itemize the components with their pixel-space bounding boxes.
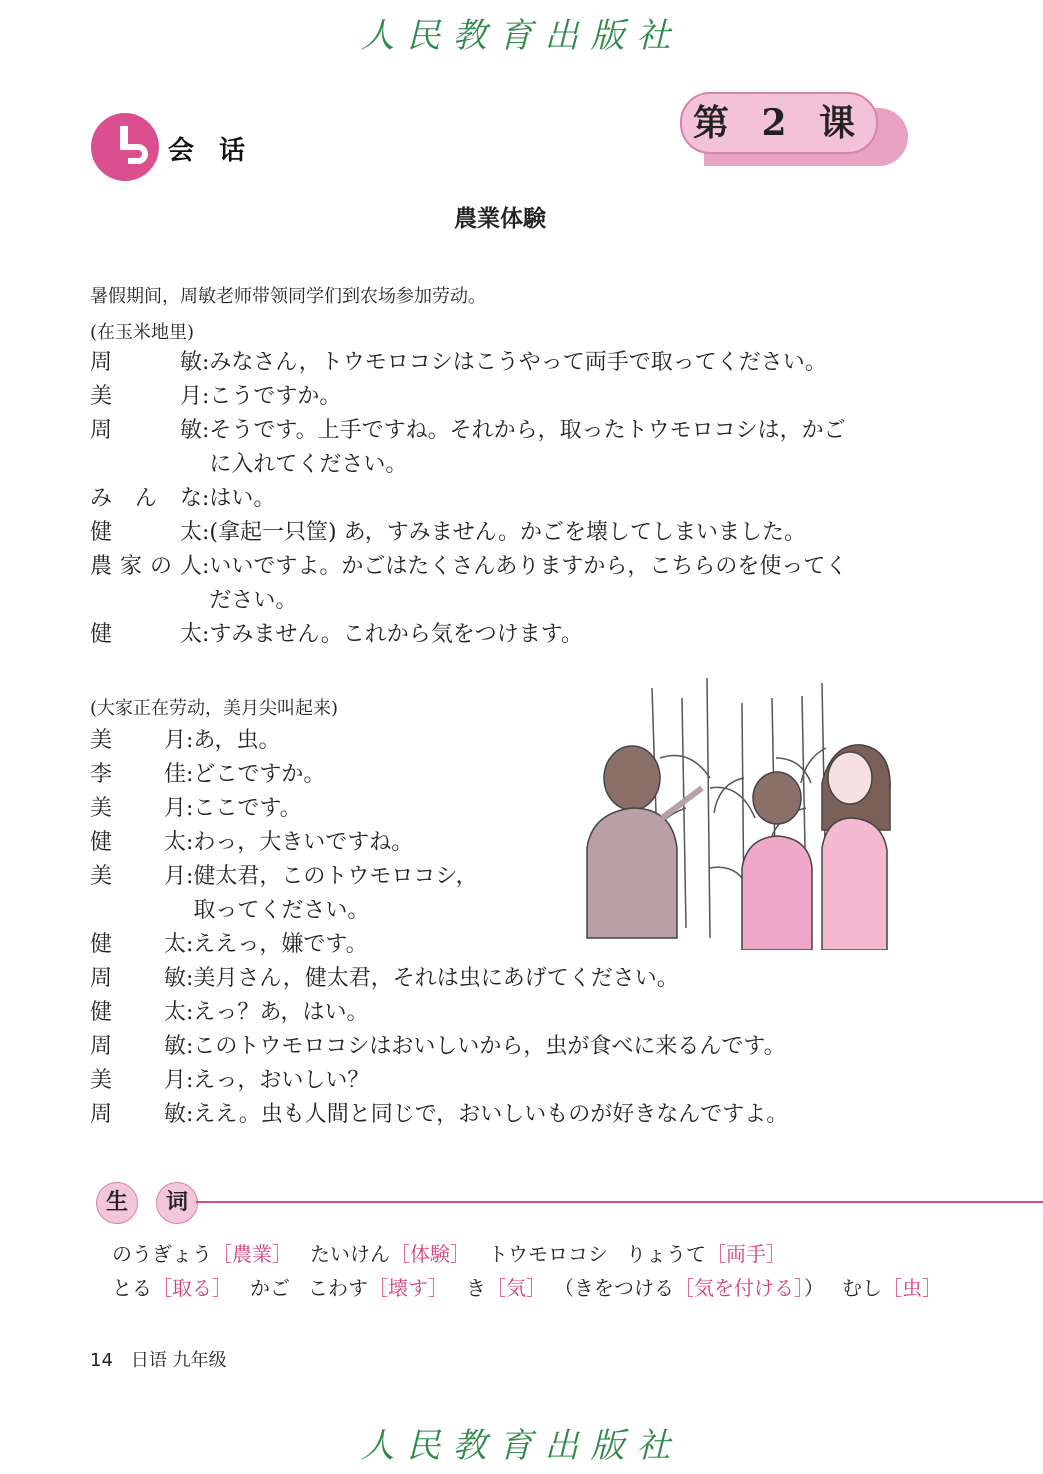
line-text-main: えっ？あ，はい。 xyxy=(193,1000,369,1025)
vocab-item xyxy=(308,1276,448,1300)
speaker-colon: : xyxy=(186,796,194,821)
vocab-row-2 xyxy=(112,1272,960,1301)
dialogue-line xyxy=(90,996,369,1030)
speaker-name: 美月 xyxy=(90,796,186,821)
vocab-item xyxy=(112,1242,292,1266)
vocab-header-char-2: 词 xyxy=(156,1182,198,1224)
vocab-item xyxy=(250,1276,290,1300)
speaker-colon: : xyxy=(186,762,194,787)
speaker-name: 周敏 xyxy=(90,418,202,443)
vocab-kanji: ［壊す］ xyxy=(368,1276,448,1300)
speaker-colon: : xyxy=(186,1068,194,1093)
dialogue-line xyxy=(90,380,341,414)
speaker-name: 周敏 xyxy=(90,350,202,375)
line-text-main: はい。 xyxy=(209,486,276,511)
cornfield-illustration xyxy=(582,668,898,950)
dialogue-line xyxy=(90,860,478,928)
speaker-name: 美月 xyxy=(90,728,186,753)
vocab-reading: き xyxy=(466,1276,486,1300)
vocab-kanji: ［農業］ xyxy=(212,1242,292,1266)
dialogue-line xyxy=(90,414,846,482)
line-text-main: えっ，おいしい？ xyxy=(193,1068,370,1093)
line-text xyxy=(209,550,847,618)
speaker-name: 農家の人 xyxy=(90,554,202,579)
line-text-main: あ，虫。 xyxy=(193,728,281,753)
vocab-item xyxy=(488,1242,608,1266)
line-text-continued: ださい。 xyxy=(209,588,298,613)
vocab-paren: ） xyxy=(804,1276,824,1300)
vocab-item xyxy=(466,1276,546,1300)
vocab-reading: かご xyxy=(250,1276,290,1300)
line-text-continued: に入れてください。 xyxy=(209,452,408,477)
speaker-colon: : xyxy=(202,418,210,443)
dialogue-line xyxy=(90,826,413,860)
speaker-name: 美月 xyxy=(90,1068,186,1093)
speaker-name: みんな xyxy=(90,486,202,511)
speaker-name: 健太 xyxy=(90,932,186,957)
line-text-main: 健太君，このトウモロコシ， xyxy=(193,864,478,889)
vocab-reading: こわす xyxy=(308,1276,368,1300)
line-text-main: 美月さん，健太君，それは虫にあげてください。 xyxy=(193,966,679,991)
speaker-name: 美月 xyxy=(90,864,186,889)
vocab-kanji: ［気］ xyxy=(486,1276,546,1300)
line-text-main: すみません。これから気をつけます。 xyxy=(209,622,583,647)
lesson-badge xyxy=(680,92,908,172)
dialogue-line xyxy=(90,618,583,652)
line-text-main: (拿起一只筐) あ，すみません。かごを壊してしまいました。 xyxy=(209,520,807,545)
page-footer xyxy=(90,1346,227,1372)
section-title: 会 话 xyxy=(168,136,254,166)
lesson-number: 第 2 课 xyxy=(680,92,878,154)
line-text xyxy=(193,962,678,996)
speaker-colon: : xyxy=(186,728,194,753)
line-text xyxy=(193,758,325,792)
line-text xyxy=(209,414,845,482)
dialogue-intro: 暑假期间，周敏老师带领同学们到农场参加劳动。 xyxy=(90,286,486,307)
dialogue-line xyxy=(90,1098,788,1132)
line-text-main: わっ，大きいですね。 xyxy=(193,830,414,855)
speaker-colon: : xyxy=(186,932,194,957)
line-text-main: こうですか。 xyxy=(209,384,342,409)
line-text-continued: 取ってください。 xyxy=(193,898,370,923)
conversation-section-icon xyxy=(90,112,160,182)
speaker-colon: : xyxy=(186,830,194,855)
line-text xyxy=(193,860,477,928)
page-number: 14 xyxy=(90,1350,113,1371)
line-text-main: どこですか。 xyxy=(193,762,326,787)
vocab-item xyxy=(112,1276,232,1300)
line-text xyxy=(193,1030,785,1064)
vocab-item xyxy=(842,1276,942,1300)
speaker-colon: : xyxy=(202,554,210,579)
vocab-kanji: ［気を付ける］ xyxy=(674,1276,804,1300)
speaker-name: 健太 xyxy=(90,1000,186,1025)
line-text-main: いいですよ。かごはたくさんありますから，こちらのを使ってく xyxy=(209,554,848,579)
vocab-kanji: ［虫］ xyxy=(882,1276,942,1300)
line-text-main: みなさん，トウモロコシはこうやって両手で取ってください。 xyxy=(209,350,827,375)
line-text-main: ええ。虫も人間と同じで，おいしいものが好きなんですよ。 xyxy=(193,1102,789,1127)
dialogue-line xyxy=(90,928,368,962)
vocab-reading: たいけん xyxy=(310,1242,390,1266)
book-title: 日语 九年级 xyxy=(130,1350,227,1371)
vocab-reading: （きをつける xyxy=(564,1276,674,1300)
line-text xyxy=(193,928,367,962)
speaker-name: 周敏 xyxy=(90,966,186,991)
scene-direction-2: (大家正在劳动，美月尖叫起来) xyxy=(90,698,339,719)
dialogue-line xyxy=(90,792,302,826)
vocab-kanji: ［取る］ xyxy=(152,1276,232,1300)
speaker-name: 健太 xyxy=(90,622,202,647)
speaker-name: 健太 xyxy=(90,830,186,855)
line-text xyxy=(209,482,275,516)
speaker-colon: : xyxy=(186,1000,194,1025)
vocab-divider xyxy=(196,1201,1043,1203)
speaker-colon: : xyxy=(186,966,194,991)
speaker-name: 周敏 xyxy=(90,1034,186,1059)
dialogue-line xyxy=(90,758,325,792)
vocab-reading: とる xyxy=(112,1276,152,1300)
line-text xyxy=(193,724,280,758)
dialogue-line xyxy=(90,1064,369,1098)
speaker-colon: : xyxy=(202,486,210,511)
speaker-colon: : xyxy=(186,1102,194,1127)
vocab-item xyxy=(564,1276,824,1300)
scene-direction-1: (在玉米地里) xyxy=(90,322,195,343)
dialogue-line xyxy=(90,482,275,516)
line-text xyxy=(193,792,301,826)
line-text xyxy=(193,1064,369,1098)
speaker-name: 周敏 xyxy=(90,1102,186,1127)
line-text xyxy=(209,516,806,550)
vocab-header-char-1: 生 xyxy=(96,1182,138,1224)
dialogue-title: 農業体験 xyxy=(454,206,546,232)
speaker-name: 健太 xyxy=(90,520,202,545)
vocab-kanji: ［体験］ xyxy=(390,1242,470,1266)
line-text xyxy=(193,996,368,1030)
speaker-name: 李佳 xyxy=(90,762,186,787)
dialogue-line xyxy=(90,724,281,758)
vocab-item xyxy=(626,1242,786,1266)
dialogue-line xyxy=(90,1030,786,1064)
dialogue-line xyxy=(90,346,827,380)
vocab-header xyxy=(96,1182,216,1224)
line-text xyxy=(209,346,826,380)
speaker-colon: : xyxy=(202,520,210,545)
vocab-item xyxy=(310,1242,470,1266)
speaker-colon: : xyxy=(202,384,210,409)
line-text xyxy=(193,1098,788,1132)
line-text-main: ここです。 xyxy=(193,796,302,821)
vocab-row-1 xyxy=(112,1238,804,1267)
line-text xyxy=(193,826,413,860)
line-text xyxy=(209,618,583,652)
vocab-reading: むし xyxy=(842,1276,882,1300)
publisher-logo-bottom: 人民教育出版社 xyxy=(360,1426,683,1466)
dialogue-line xyxy=(90,550,847,618)
vocab-reading: のうぎょう xyxy=(112,1242,212,1266)
speaker-name: 美月 xyxy=(90,384,202,409)
publisher-logo-top: 人民教育出版社 xyxy=(360,16,683,56)
line-text xyxy=(209,380,341,414)
line-text-main: ええっ，嫌です。 xyxy=(193,932,368,957)
line-text-main: そうです。上手ですね。それから，取ったトウモロコシは，かご xyxy=(209,418,846,443)
dialogue-line xyxy=(90,516,806,550)
dialogue-line xyxy=(90,962,679,996)
speaker-colon: : xyxy=(202,350,210,375)
speaker-colon: : xyxy=(186,1034,194,1059)
vocab-reading: りょうて xyxy=(626,1242,706,1266)
speaker-colon: : xyxy=(186,864,194,889)
line-text-main: このトウモロコシはおいしいから，虫が食べに来るんです。 xyxy=(193,1034,786,1059)
speaker-colon: : xyxy=(202,622,210,647)
vocab-reading: トウモロコシ xyxy=(488,1242,608,1266)
vocab-kanji: ［両手］ xyxy=(706,1242,786,1266)
